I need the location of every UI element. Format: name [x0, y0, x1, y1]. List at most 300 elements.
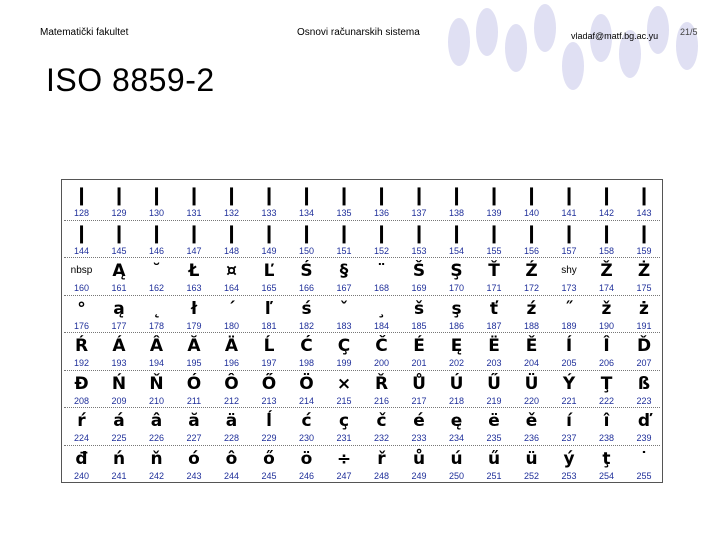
char-code: 136: [373, 208, 390, 218]
char-glyph: Ë: [488, 336, 500, 356]
char-glyph: ý: [563, 448, 575, 469]
char-glyph: Ú: [449, 373, 464, 394]
char-cell: [251, 259, 288, 296]
char-cell: [551, 409, 588, 446]
char-cell: [138, 334, 175, 371]
char-glyph: Š: [412, 261, 426, 281]
char-glyph: ÷: [336, 448, 352, 469]
char-cell: [63, 222, 100, 259]
char-cell: [213, 447, 250, 484]
char-code: 144: [73, 245, 90, 256]
char-glyph: Ö: [299, 373, 314, 394]
char-cell: [588, 222, 625, 259]
char-code: 246: [298, 470, 315, 481]
char-cell: [213, 297, 250, 334]
char-code: 225: [111, 433, 127, 443]
char-code: 177: [111, 320, 127, 331]
char-cell: [513, 222, 550, 259]
char-code: 131: [186, 208, 202, 218]
char-code: 243: [186, 470, 202, 481]
char-glyph: ž: [601, 298, 612, 319]
char-cell: [101, 334, 138, 371]
char-glyph: ❙: [561, 222, 577, 244]
char-glyph: ˙: [639, 448, 649, 469]
char-cell: [551, 184, 588, 221]
char-glyph: Ř: [374, 373, 389, 394]
char-cell: [251, 409, 288, 446]
char-cell: [138, 409, 175, 446]
char-glyph: ❙: [261, 185, 277, 206]
char-glyph: ❙: [298, 222, 315, 244]
char-code: 194: [148, 358, 165, 368]
char-code: 134: [298, 208, 315, 218]
char-cell: [251, 447, 288, 484]
char-glyph: ❙: [486, 185, 502, 206]
char-cell: [101, 297, 138, 334]
char-code: 195: [186, 358, 202, 368]
char-code: 171: [486, 283, 502, 293]
char-code: 151: [336, 245, 352, 256]
char-glyph: ő: [263, 448, 275, 469]
char-code: 163: [186, 283, 202, 293]
char-glyph: Ç: [337, 336, 351, 356]
char-code: 142: [598, 208, 615, 218]
char-cell: [476, 334, 513, 371]
char-code: 198: [298, 358, 315, 368]
char-glyph: ❙: [336, 185, 352, 206]
char-code: 129: [111, 208, 127, 218]
char-code: 254: [598, 470, 615, 481]
char-cell: [626, 372, 663, 409]
char-glyph: ź: [526, 298, 537, 319]
char-code: 228: [223, 433, 240, 443]
char-glyph: ß: [637, 373, 651, 394]
char-code: 160: [73, 283, 90, 293]
char-glyph: Č: [375, 336, 388, 356]
char-cell: [288, 259, 325, 296]
char-glyph: Ď: [636, 336, 652, 356]
char-cell: [138, 184, 175, 221]
char-code: 211: [186, 395, 202, 406]
char-glyph: ❙: [148, 185, 165, 206]
char-code: 250: [448, 470, 465, 481]
char-code: 157: [561, 245, 577, 256]
char-code: 156: [523, 245, 540, 256]
char-cell: [588, 297, 625, 334]
char-glyph: Ě: [525, 336, 538, 356]
char-code: 164: [223, 283, 240, 293]
char-glyph: Ę: [450, 336, 463, 356]
char-code: 209: [111, 395, 127, 406]
char-cell: [476, 222, 513, 259]
char-glyph: Ű: [487, 373, 501, 394]
char-code: 190: [598, 320, 615, 331]
char-glyph: ❙: [298, 185, 315, 206]
char-cell: [326, 259, 363, 296]
char-code: 132: [223, 208, 240, 218]
char-cell: [213, 222, 250, 259]
char-cell: [138, 372, 175, 409]
char-code: 244: [223, 470, 240, 481]
char-cell: [363, 297, 400, 334]
char-glyph: Ó: [186, 373, 202, 394]
char-cell: [101, 259, 138, 296]
char-glyph: Ĺ: [263, 336, 275, 356]
char-cell: [551, 447, 588, 484]
char-glyph: ×: [336, 373, 352, 394]
char-code: 165: [261, 283, 277, 293]
char-cell: [438, 372, 475, 409]
char-cell: [326, 184, 363, 221]
char-glyph: ❙: [223, 185, 240, 206]
char-cell: [476, 184, 513, 221]
char-code: 138: [448, 208, 465, 218]
char-cell: [101, 447, 138, 484]
row-divider: [64, 257, 660, 258]
char-code: 149: [261, 245, 277, 256]
char-cell: [401, 222, 438, 259]
char-cell: [176, 447, 213, 484]
char-code: 155: [486, 245, 502, 256]
char-glyph: ❙: [561, 185, 577, 206]
char-code: 253: [561, 470, 577, 481]
course-name: Osnovi računarskih sistema: [297, 27, 420, 38]
char-glyph: Ľ: [263, 261, 275, 281]
char-code: 162: [148, 283, 165, 293]
char-code: 222: [598, 395, 615, 406]
char-code: 230: [298, 433, 315, 443]
char-cell: [288, 297, 325, 334]
char-cell: [63, 334, 100, 371]
char-cell: [401, 184, 438, 221]
char-cell: [513, 447, 550, 484]
char-code: 232: [373, 433, 390, 443]
char-cell: [63, 447, 100, 484]
char-cell: [326, 334, 363, 371]
char-glyph: Ü: [524, 373, 539, 394]
char-code: 227: [186, 433, 202, 443]
char-glyph: Á: [112, 336, 126, 356]
char-cell: [326, 447, 363, 484]
char-code: 202: [448, 358, 465, 368]
char-code: 238: [598, 433, 615, 443]
char-code: 169: [411, 283, 427, 293]
char-code: 208: [73, 395, 90, 406]
char-code: 188: [523, 320, 540, 331]
char-glyph: ˝: [564, 298, 574, 319]
char-code: 182: [298, 320, 315, 331]
char-cell: [176, 222, 213, 259]
char-code: 249: [411, 470, 427, 481]
char-cell: [326, 222, 363, 259]
char-glyph: ❙: [411, 222, 427, 244]
char-cell: [476, 297, 513, 334]
char-cell: [513, 372, 550, 409]
char-glyph: ❙: [148, 222, 165, 244]
char-glyph: nbsp: [70, 265, 93, 276]
char-glyph: ❙: [448, 185, 465, 206]
char-code: 172: [523, 283, 540, 293]
char-glyph: ă: [188, 411, 200, 431]
char-glyph: ❙: [261, 222, 277, 244]
row-divider: [64, 295, 660, 296]
char-glyph: ë: [488, 411, 500, 431]
char-glyph: ą: [113, 298, 125, 319]
char-cell: [363, 259, 400, 296]
char-glyph: ŕ: [77, 411, 86, 431]
char-cell: [438, 259, 475, 296]
char-cell: [363, 409, 400, 446]
char-code: 146: [148, 245, 165, 256]
char-code: 185: [411, 320, 427, 331]
char-glyph: ć: [301, 411, 312, 431]
char-code: 251: [486, 470, 502, 481]
char-cell: [326, 409, 363, 446]
char-glyph: ň: [150, 448, 163, 469]
char-glyph: Ń: [111, 373, 127, 394]
char-code: 220: [523, 395, 540, 406]
char-cell: [213, 334, 250, 371]
char-glyph: Ă: [187, 336, 201, 356]
char-cell: [513, 184, 550, 221]
char-glyph: ó: [188, 448, 200, 469]
char-glyph: Í: [565, 336, 573, 356]
char-code: 175: [636, 283, 652, 293]
char-glyph: ľ: [264, 298, 274, 319]
char-glyph: á: [113, 411, 125, 431]
char-glyph: Ż: [637, 261, 651, 281]
char-glyph: ❙: [636, 222, 652, 244]
char-cell: [438, 222, 475, 259]
char-glyph: Ů: [412, 373, 426, 394]
char-glyph: ❙: [186, 185, 202, 206]
char-glyph: Ź: [525, 261, 538, 281]
char-glyph: ❙: [73, 185, 90, 206]
char-code: 215: [336, 395, 352, 406]
char-code: 223: [636, 395, 652, 406]
char-cell: [363, 222, 400, 259]
char-cell: [476, 447, 513, 484]
char-code: 203: [486, 358, 502, 368]
char-code: 248: [373, 470, 390, 481]
char-cell: [363, 184, 400, 221]
char-glyph: é: [413, 411, 425, 431]
char-code: 143: [636, 208, 652, 218]
char-code: 242: [148, 470, 165, 481]
char-glyph: ¨: [377, 261, 386, 281]
author-email: vladaf@matf.bg.ac.yu: [571, 31, 659, 41]
char-cell: [401, 372, 438, 409]
char-code: 217: [411, 395, 427, 406]
char-cell: [63, 297, 100, 334]
char-code: 180: [223, 320, 240, 331]
char-cell: [588, 259, 625, 296]
char-cell: [551, 297, 588, 334]
char-code: 234: [448, 433, 465, 443]
char-cell: [626, 334, 663, 371]
char-cell: [138, 259, 175, 296]
char-code: 231: [336, 433, 352, 443]
char-code: 189: [561, 320, 577, 331]
char-code: 147: [186, 245, 202, 256]
char-glyph: ů: [412, 448, 426, 469]
char-cell: [288, 222, 325, 259]
char-code: 161: [111, 283, 127, 293]
row-divider: [64, 370, 660, 371]
char-code: 252: [523, 470, 540, 481]
char-cell: [213, 372, 250, 409]
page-number: 21/5: [680, 27, 698, 37]
char-code: 233: [411, 433, 427, 443]
char-code: 186: [448, 320, 465, 331]
char-glyph: Ć: [300, 336, 313, 356]
char-glyph: Î: [603, 336, 610, 356]
char-cell: [513, 259, 550, 296]
char-code: 181: [261, 320, 277, 331]
char-cell: [251, 297, 288, 334]
char-code: 167: [336, 283, 352, 293]
char-glyph: ❙: [636, 185, 652, 206]
char-glyph: ż: [639, 298, 649, 319]
char-cell: [626, 297, 663, 334]
char-cell: [251, 222, 288, 259]
char-cell: [438, 447, 475, 484]
char-glyph: ¸: [377, 298, 386, 319]
char-code: 128: [73, 208, 90, 218]
char-glyph: ü: [525, 448, 538, 469]
char-code: 159: [636, 245, 652, 256]
char-cell: [176, 334, 213, 371]
char-cell: [176, 297, 213, 334]
character-table: [61, 179, 663, 483]
char-cell: [588, 184, 625, 221]
char-glyph: Ň: [149, 373, 164, 394]
char-cell: [626, 409, 663, 446]
char-code: 196: [223, 358, 240, 368]
char-glyph: ĺ: [266, 411, 272, 431]
char-cell: [438, 409, 475, 446]
char-glyph: ţ: [602, 448, 611, 469]
char-cell: [588, 334, 625, 371]
char-glyph: ě: [525, 411, 538, 431]
char-code: 235: [486, 433, 502, 443]
char-cell: [288, 184, 325, 221]
char-glyph: Ţ: [600, 373, 613, 394]
char-cell: [288, 372, 325, 409]
char-cell: [438, 334, 475, 371]
char-glyph: Ý: [562, 373, 576, 394]
char-code: 200: [373, 358, 390, 368]
char-glyph: ˘: [152, 261, 161, 281]
char-code: 133: [261, 208, 277, 218]
char-code: 187: [486, 320, 502, 331]
char-cell: [363, 334, 400, 371]
char-glyph: ❙: [486, 222, 502, 244]
char-code: 229: [261, 433, 277, 443]
char-code: 139: [486, 208, 502, 218]
char-cell: [63, 184, 100, 221]
char-cell: [176, 409, 213, 446]
row-divider: [64, 445, 660, 446]
char-glyph: ❙: [373, 222, 390, 244]
char-cell: [288, 334, 325, 371]
char-cell: [476, 259, 513, 296]
char-glyph: ¤: [226, 261, 237, 281]
char-glyph: ş: [451, 298, 462, 319]
char-cell: [363, 372, 400, 409]
char-glyph: Ś: [300, 261, 313, 281]
char-glyph: Ą: [112, 261, 126, 281]
char-code: 148: [223, 245, 240, 256]
char-code: 239: [636, 433, 652, 443]
char-cell: [138, 447, 175, 484]
char-code: 153: [411, 245, 427, 256]
row-divider: [64, 220, 660, 221]
char-glyph: ú: [450, 448, 463, 469]
char-glyph: â: [150, 411, 163, 431]
row-divider: [64, 332, 660, 333]
char-code: 199: [336, 358, 352, 368]
char-glyph: Ő: [261, 373, 277, 394]
char-cell: [288, 447, 325, 484]
char-glyph: Ť: [488, 261, 500, 281]
char-glyph: §: [339, 261, 349, 281]
char-glyph: ❙: [111, 185, 127, 206]
char-cell: [438, 297, 475, 334]
char-glyph: ❙: [523, 222, 540, 244]
char-cell: [476, 409, 513, 446]
char-glyph: ä: [225, 411, 238, 431]
char-cell: [101, 372, 138, 409]
char-cell: [438, 184, 475, 221]
char-cell: [176, 184, 213, 221]
char-glyph: Ž: [600, 261, 613, 281]
char-cell: [213, 184, 250, 221]
char-code: 247: [336, 470, 352, 481]
char-code: 168: [373, 283, 390, 293]
decorative-rings: [448, 4, 718, 112]
char-cell: [588, 447, 625, 484]
char-glyph: ❙: [598, 185, 615, 206]
char-code: 183: [336, 320, 352, 331]
char-cell: [626, 447, 663, 484]
char-cell: [63, 259, 100, 296]
char-glyph: ❙: [111, 222, 127, 244]
char-cell: [401, 334, 438, 371]
char-code: 176: [73, 320, 90, 331]
char-glyph: É: [413, 336, 425, 356]
char-code: 154: [448, 245, 465, 256]
char-glyph: ˇ: [339, 298, 349, 319]
char-glyph: °: [77, 298, 86, 319]
char-cell: [363, 447, 400, 484]
char-code: 212: [223, 395, 240, 406]
char-code: 218: [448, 395, 465, 406]
char-cell: [513, 409, 550, 446]
char-cell: [401, 409, 438, 446]
char-code: 193: [111, 358, 127, 368]
char-glyph: ❙: [523, 185, 540, 206]
char-code: 240: [73, 470, 90, 481]
char-code: 191: [636, 320, 652, 331]
char-cell: [401, 297, 438, 334]
char-cell: [326, 297, 363, 334]
char-code: 170: [448, 283, 465, 293]
char-cell: [476, 372, 513, 409]
char-glyph: č: [376, 411, 387, 431]
char-code: 184: [373, 320, 390, 331]
char-glyph: ł: [190, 298, 198, 319]
